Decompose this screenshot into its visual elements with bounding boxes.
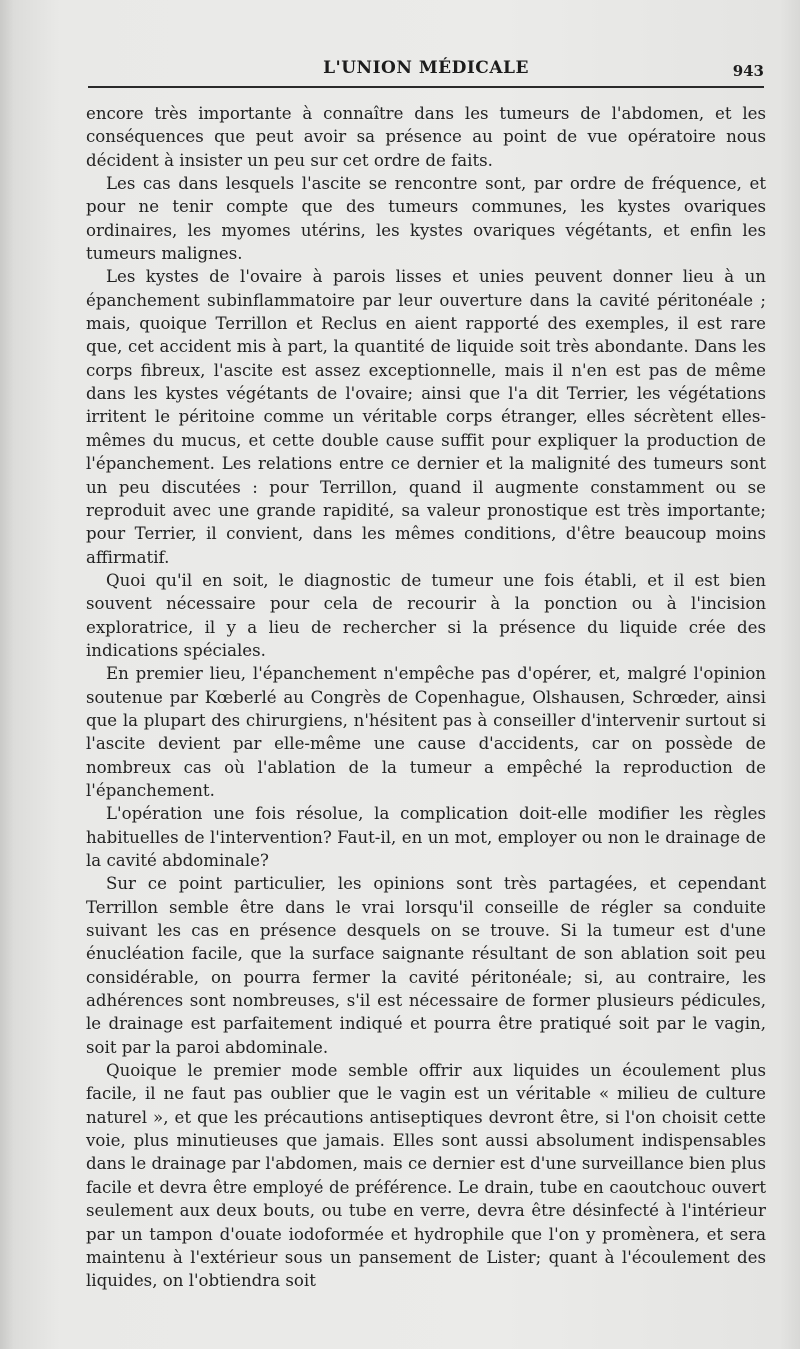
paragraph: Quoique le premier mode semble offrir aux liquides un écoulement plus facile, il ne faut pas oublier que le vagin est un véritable « milieu de culture naturel », et que les précautions antiseptiques devront être, si l'on choisit cette voie, plus minutieuses que jamais. Elles sont aussi absolument indispensables dans le drainage par l'abdomen, mais ce dernier est d'une surveillance bien plus facile et devra être employé de préférence. Le drain, tube en caoutchouc ouvert seulement aux deux bouts, ou tube en verre, devra être désinfecté à l'intérieur par un tampon d'ouate iodoformée et hydrophile que l'on y promènera, et sera maintenu à l'extérieur sous un pansement de Lister; quant à l'écoulement des liquides, on l'obtiendra soit bbox=[86, 1061, 766, 1291]
paragraph: En premier lieu, l'épanchement n'empêche pas d'opérer, et, malgré l'opinion soutenue par Kœberlé au Congrès de Copenhague, Olshausen, Schrœder, ainsi que la plupart des chirurgiens, n'hésitent pas à conseiller d'intervenir surtout si l'ascite devient par elle-même une cause d'accidents, car on possède de nombreux cas où l'ablation de la tumeur a empêché la reproduction de l'épanchement. bbox=[86, 664, 766, 800]
paragraph: Sur ce point particulier, les opinions sont très partagées, et cependant Terrillon semble être dans le vrai lorsqu'il conseille de régler sa conduite suivant les cas en présence desquels on se trouve. Si la tumeur est d'une énucléation facile, que la surface saignante résultant de son ablation soit peu considérable, on pourra fermer la cavité péritonéale; si, au contraire, les adhérences sont nombreuses, s'il est nécessaire de former plusieurs pédicules, le drainage est parfaitement indiqué et pourra être pratiqué soit par le vagin, soit par la paroi abdominale. bbox=[86, 874, 766, 1057]
paragraph-continued: encore très importante à connaître dans les tumeurs de l'abdomen, et les conséquences que peut avoir sa présence au point de vue opératoire nous décident à insister un peu sur cet ordre de faits. bbox=[86, 104, 766, 170]
body-text bbox=[86, 102, 766, 1293]
paragraph: L'opération une fois résolue, la complication doit-elle modifier les règles habituelles de l'intervention? Faut-il, en un mot, employer ou non le drainage de la cavité abdominale? bbox=[86, 804, 766, 870]
paragraph: Les kystes de l'ovaire à parois lisses et unies peuvent donner lieu à un épanchement subinflammatoire par leur ouverture dans la cavité péritonéale ; mais, quoique Terrillon et Reclus en aient rapporté des exemples, il est rare que, cet accident mis à part, la quantité de liquide soit très abondante. Dans les corps fibreux, l'ascite est assez exceptionnelle, mais il n'en est pas de même dans les kystes végétants de l'ovaire; ainsi que l'a dit Terrier, les végétations irritent le péritoine comme un véritable corps étranger, elles sécrètent elles-mêmes du mucus, et cette double cause suffit pour expliquer la production de l'épanchement. Les relations entre ce dernier et la malignité des tumeurs sont un peu discutées : pour Terrillon, quand il augmente constamment ou se reproduit avec une grande rapidité, sa valeur pronostique est très importante; pour Terrier, il convient, dans les mêmes conditions, d'être beaucoup moins affirmatif. bbox=[86, 267, 766, 567]
running-title: L'UNION MÉDICALE bbox=[323, 58, 529, 78]
paragraph: Quoi qu'il en soit, le diagnostic de tumeur une fois établi, et il est bien souvent nécessaire pour cela de recourir à la ponction ou à l'incision exploratrice, il y a lieu de rechercher si la présence du liquide crée des indications spéciales. bbox=[86, 570, 766, 660]
page-header bbox=[88, 56, 764, 86]
header-rule bbox=[88, 86, 764, 88]
page-number: 943 bbox=[732, 62, 764, 80]
paragraph: Les cas dans lesquels l'ascite se rencontre sont, par ordre de fréquence, et pour ne tenir compte que des tumeurs communes, les kystes ovariques ordinaires, les myomes utérins, les kystes ovariques végétants, et enfin les tumeurs malignes. bbox=[86, 174, 766, 264]
